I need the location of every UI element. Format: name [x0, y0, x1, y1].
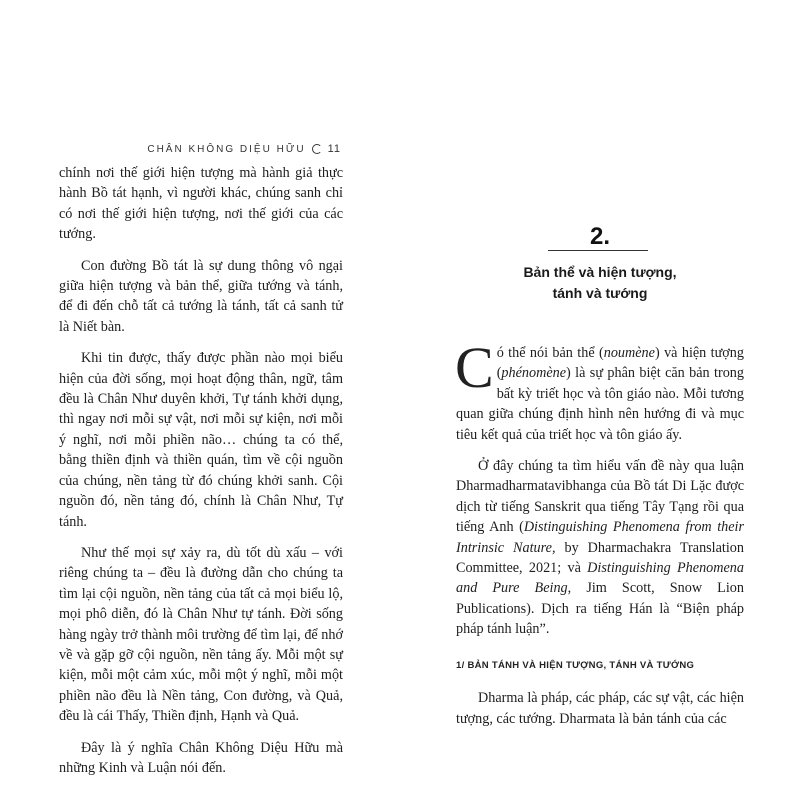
text-run: ) và hiện tượng (	[496, 345, 744, 382]
chapter-title	[480, 262, 720, 304]
italic-title: Distinguishing Phenomena from their Intrinsic Nature,	[456, 519, 745, 556]
text-run: ) là sự phân biệt căn bản trong bất kỳ triết học và tôn giáo nào. Mỗi tương quan giữa chúng định hình nên hướng đi và mục tiêu kết quả của triết học và tôn giáo ấy.	[456, 365, 744, 443]
paragraph: Như thế mọi sự xảy ra, dù tốt dù xấu – với riêng chúng ta – đều là đường dẫn cho chúng ta tìm lại cội nguồn, nền tảng của tất cả mọi biểu lộ, mọi phô diễn, đó là Chân Như tự tánh. Đời sống hàng ngày trở thành môi trường để tìm lại, để nhớ về và gặp gỡ cội nguồn, nền tảng ấy. Mỗi một sự kiện, mỗi một cảm xúc, mỗi một ý nghĩ, mỗi một phiền não đều là Nền tảng, Con đường, và Quả, đều là cái Thấy, Thiền định, Hạnh và Quả.	[59, 544, 343, 725]
running-header-title: CHÂN KHÔNG DIỆU HỮU	[147, 143, 306, 155]
chapter-number: 2.	[589, 223, 610, 250]
running-header	[147, 143, 341, 155]
text-run: Ở đây chúng ta tìm hiểu vấn đề này qua luận Dharmadharmatavibhanga của Bồ tát Di Lặc được dịch từ tiếng Sanskrit qua tiếng Tây Tạng rồi qua tiếng Anh (	[456, 458, 744, 536]
paragraph: Khi tin được, thấy được phần nào mọi biểu hiện của đời sống, mọi hoạt động thân, ngữ, tâm đều là Chân Như duyên khởi, Tự tánh khởi dụng, thì ngay nơi mỗi sự vật, nơi mỗi sự kiện, nơi mỗi ý nghĩ, nơi mỗi phiền não… chúng ta có thể, bằng thiền định và thiền quán, tìm về cội nguồn của chúng, nền tảng từ đó chúng khởi sanh. Cội nguồn đó, nền tảng đó, chính là Chân Như, Tự tánh.	[59, 350, 343, 530]
paragraph: Dharma là pháp, các pháp, các sự vật, các hiện tượng, các tướng. Dharmata là bản tánh của các	[456, 690, 744, 727]
paragraph: chính nơi thế giới hiện tượng mà hành giả thực hành Bồ tát hạnh, vì người khác, chúng sanh chỉ có nơi thế giới hiện tượng, nơi thế giới của các tướng.	[59, 165, 343, 243]
right-page	[400, 0, 800, 800]
paragraph	[456, 456, 744, 640]
chapter-title-line: tánh và tướng	[552, 285, 648, 301]
drop-cap: C	[455, 335, 494, 400]
page-number: 11	[327, 143, 341, 155]
chapter-title-line: Bản thể và hiện tượng,	[523, 264, 677, 280]
section-heading: 1/ BẢN TÁNH VÀ HIỆN TƯỢNG, TÁNH VÀ TƯỚNG	[456, 659, 695, 671]
opening-paragraph	[455, 335, 744, 445]
italic-term: noumène	[603, 345, 655, 361]
right-text-column	[455, 335, 745, 740]
text-run: ó thể nói bản thể (	[496, 345, 604, 361]
left-text-column	[59, 163, 343, 789]
paragraph: Đây là ý nghĩa Chân Không Diệu Hữu mà những Kinh và Luận nói đến.	[59, 739, 343, 776]
chapter-divider	[548, 250, 648, 251]
paragraph: Con đường Bồ tát là sự dung thông vô ngại giữa hiện tượng và bản thể, giữa tướng và tánh, để đi đến chỗ tất cả tướng là tánh, tất cả sanh tử là Niết bàn.	[59, 257, 343, 335]
text-run: , Jim Scott, Snow Lion Publications). Dịch ra tiếng Hán là “Biện pháp pháp tánh luận”.	[456, 580, 744, 638]
ornament-ring-icon	[312, 144, 322, 154]
italic-title: Distinguishing Phenomena and Pure Being	[456, 560, 744, 597]
text-run: by Dharmachakra Translation Committee, 2021; và	[456, 539, 744, 577]
italic-term: phénomène	[501, 365, 567, 382]
